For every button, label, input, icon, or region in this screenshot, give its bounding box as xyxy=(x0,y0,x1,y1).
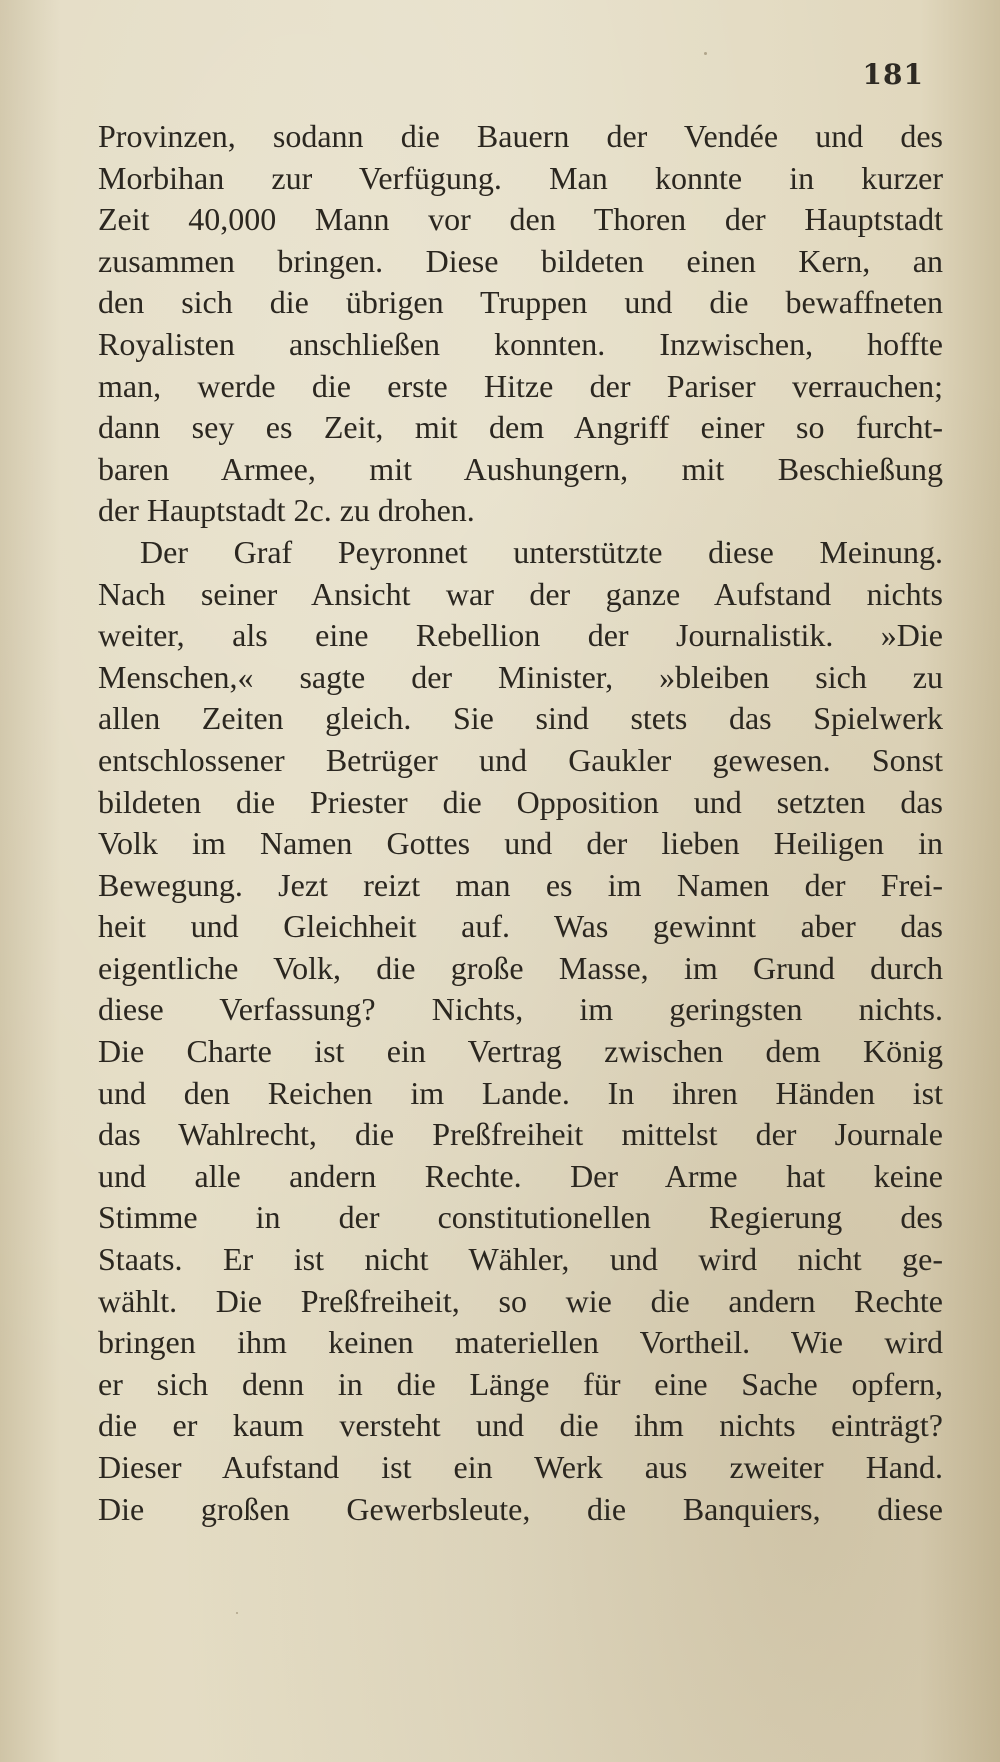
paragraph-1 xyxy=(98,116,943,532)
text-line: Bewegung. Jezt reizt man es im Namen der Frei- xyxy=(98,866,943,903)
text-line: Stimme in der constitutionellen Regierung des xyxy=(98,1199,943,1236)
text-line: man, werde die erste Hitze der Pariser verrauchen; xyxy=(98,367,943,404)
text-line: Menschen,« sagte der Minister, »bleiben sich zu xyxy=(98,658,943,695)
text-line: allen Zeiten gleich. Sie sind stets das Spielwerk xyxy=(98,700,943,737)
paper-speck xyxy=(236,1612,238,1614)
text-line: baren Armee, mit Aushungern, mit Beschießung xyxy=(98,450,943,487)
text-line: der Hauptstadt 2c. zu drohen. xyxy=(98,492,475,529)
page-number: 181 xyxy=(862,58,924,91)
body-text xyxy=(98,116,943,1530)
text-line: Zeit 40,000 Mann vor den Thoren der Hauptstadt xyxy=(98,201,943,238)
text-line: Morbihan zur Verfügung. Man konnte in kurzer xyxy=(98,159,943,196)
text-line: die er kaum versteht und die ihm nichts einträgt? xyxy=(98,1407,943,1444)
text-line: dann sey es Zeit, mit dem Angriff einer so furcht- xyxy=(98,409,943,446)
text-line: Royalisten anschließen konnten. Inzwischen, hoffte xyxy=(98,325,943,362)
text-line: eigentliche Volk, die große Masse, im Grund durch xyxy=(98,949,943,986)
text-line: heit und Gleichheit auf. Was gewinnt aber das xyxy=(98,908,943,945)
text-line: Der Graf Peyronnet unterstützte diese Meinung. xyxy=(140,533,943,570)
text-line: bildeten die Priester die Opposition und setzten das xyxy=(98,783,943,820)
text-line: weiter, als eine Rebellion der Journalistik. »Die xyxy=(98,617,943,654)
text-line: Die großen Gewerbsleute, die Banquiers, diese xyxy=(98,1490,943,1527)
text-line: das Wahlrecht, die Preßfreiheit mittelst der Journale xyxy=(98,1116,943,1153)
text-line: diese Verfassung? Nichts, im geringsten nichts. xyxy=(98,991,943,1028)
paragraph-2 xyxy=(98,532,943,1530)
text-line: bringen ihm keinen materiellen Vortheil. Wie wird xyxy=(98,1324,943,1361)
text-line: entschlossener Betrüger und Gaukler gewesen. Sonst xyxy=(98,741,943,778)
text-line: Volk im Namen Gottes und der lieben Heiligen in xyxy=(98,825,943,862)
text-line: Nach seiner Ansicht war der ganze Aufstand nichts xyxy=(98,575,943,612)
text-line: und den Reichen im Lande. In ihren Händen ist xyxy=(98,1074,943,1111)
text-line: und alle andern Rechte. Der Arme hat keine xyxy=(98,1157,943,1194)
text-line: Die Charte ist ein Vertrag zwischen dem König xyxy=(98,1033,943,1070)
paper-speck xyxy=(704,52,707,55)
text-line: Staats. Er ist nicht Wähler, und wird nicht ge- xyxy=(98,1241,943,1278)
text-line: Dieser Aufstand ist ein Werk aus zweiter Hand. xyxy=(98,1449,943,1485)
text-line: zusammen bringen. Diese bildeten einen Kern, an xyxy=(98,242,943,279)
text-line: wählt. Die Preßfreiheit, so wie die andern Rechte xyxy=(98,1282,943,1319)
text-line: er sich denn in die Länge für eine Sache opfern, xyxy=(98,1365,943,1402)
text-line: Provinzen, sodann die Bauern der Vendée und des xyxy=(98,118,943,154)
text-line: den sich die übrigen Truppen und die bewaffneten xyxy=(98,284,943,321)
